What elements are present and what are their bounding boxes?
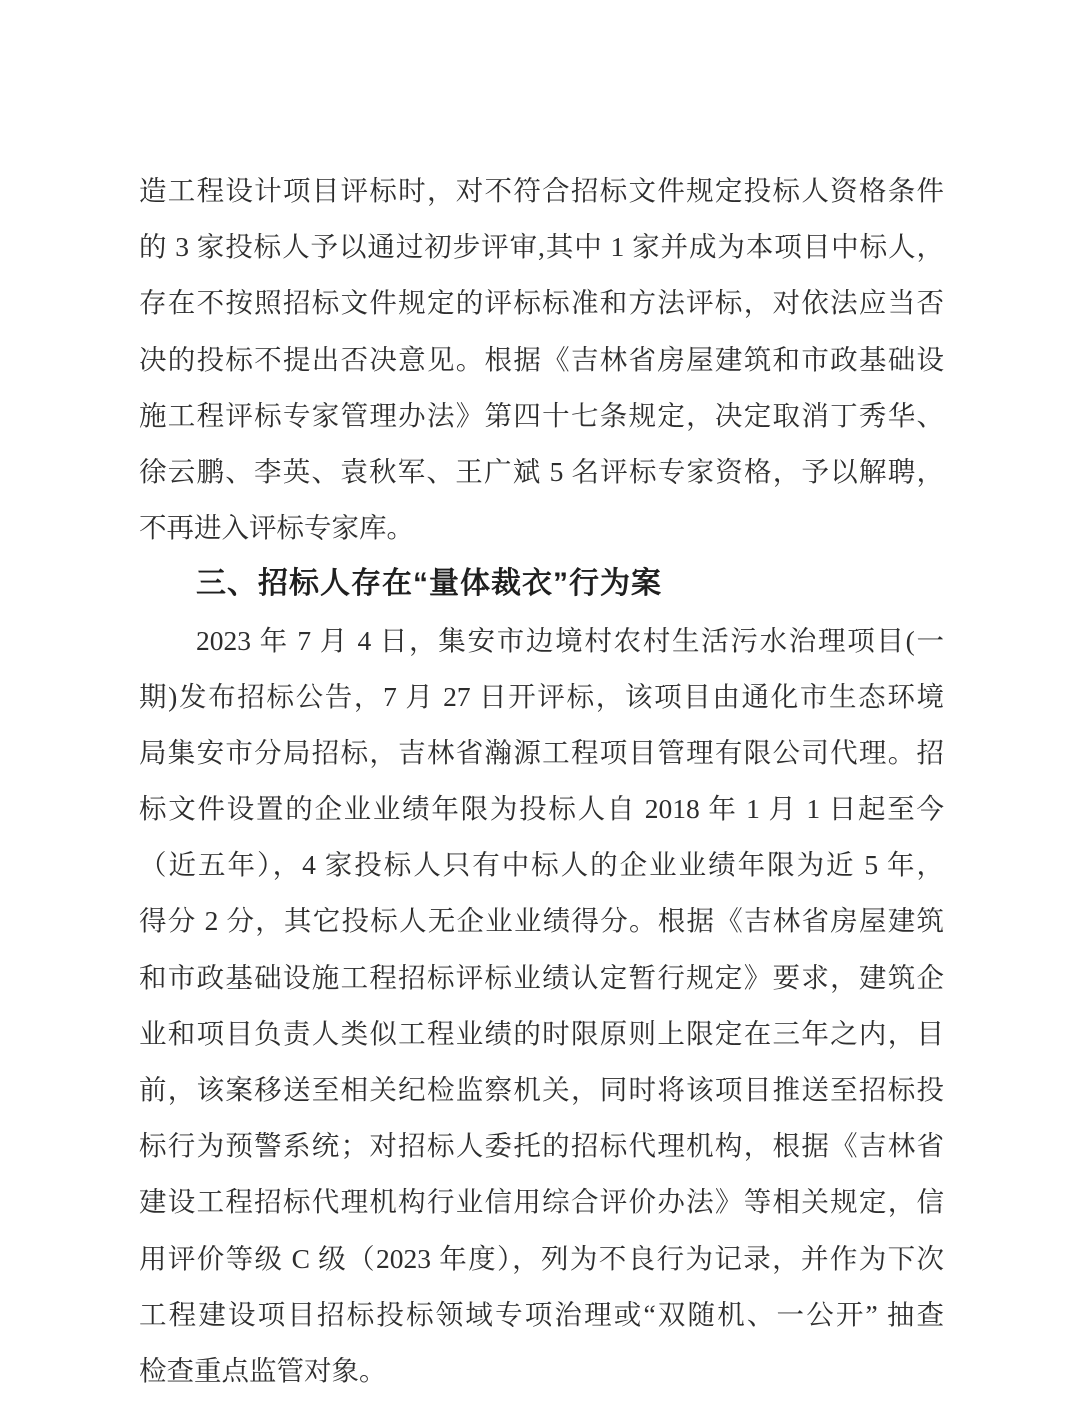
paragraph-tailoring-case-line: 建设工程招标代理机构行业信用综合评价办法》等相关规定，信	[139, 1186, 944, 1218]
document-body	[139, 163, 944, 1399]
paragraph-tailoring-case-line: 标行为预警系统；对招标人委托的招标代理机构，根据《吉林省	[139, 1130, 944, 1162]
paragraph-expert-case-line: 存在不按照招标文件规定的评标标准和方法评标，对依法应当否	[139, 287, 944, 319]
paragraph-expert-case-line: 造工程设计项目评标时，对不符合招标文件规定投标人资格条件	[139, 175, 944, 206]
paragraph-expert-case-line: 徐云鹏、李英、袁秋军、王广斌 5 名评标专家资格，予以解聘，	[139, 455, 944, 487]
paragraph-tailoring-case-line: 前，该案移送至相关纪检监察机关，同时将该项目推送至招标投	[139, 1074, 944, 1105]
paragraph-tailoring-case-line: 用评价等级 C 级（2023 年度），列为不良行为记录，并作为下次	[139, 1242, 944, 1274]
paragraph-expert-case-line: 不再进入评标专家库。	[139, 512, 414, 544]
paragraph-expert-case-line: 决的投标不提出否决意见。根据《吉林省房屋建筑和市政基础设	[139, 343, 944, 375]
paragraph-tailoring-case-line: 工程建设项目招标投标领域专项治理或“双随机、一公开” 抽查	[139, 1298, 944, 1330]
paragraph-tailoring-case-line: 和市政基础设施工程招标评标业绩认定暂行规定》要求，建筑企	[139, 961, 944, 993]
paragraph-tailoring-case-line: 检查重点监管对象。	[139, 1354, 387, 1386]
paragraph-tailoring-case-line: 得分 2 分，其它投标人无企业业绩得分。根据《吉林省房屋建筑	[139, 905, 944, 937]
section-heading: 三、招标人存在“量体裁衣”行为案	[196, 567, 662, 601]
paragraph-tailoring-case-line: 2023 年 7 月 4 日，集安市边境村农村生活污水治理项目(一	[196, 624, 944, 656]
paragraph-tailoring-case-line: 业和项目负责人类似工程业绩的时限原则上限定在三年之内，目	[139, 1017, 944, 1049]
paragraph-tailoring-case-line: 标文件设置的企业业绩年限为投标人自 2018 年 1 月 1 日起至今	[139, 793, 944, 825]
paragraph-tailoring-case-line: （近五年），4 家投标人只有中标人的企业业绩年限为近 5 年，	[139, 849, 944, 881]
paragraph-expert-case-line: 的 3 家投标人予以通过初步评审,其中 1 家并成为本项目中标人，	[139, 231, 944, 263]
paragraph-tailoring-case-line: 期)发布招标公告，7 月 27 日开评标，该项目由通化市生态环境	[139, 680, 944, 712]
paragraph-tailoring-case-line: 局集安市分局招标，吉林省瀚源工程项目管理有限公司代理。招	[139, 736, 944, 768]
paragraph-expert-case-line: 施工程评标专家管理办法》第四十七条规定，决定取消丁秀华、	[139, 399, 944, 431]
